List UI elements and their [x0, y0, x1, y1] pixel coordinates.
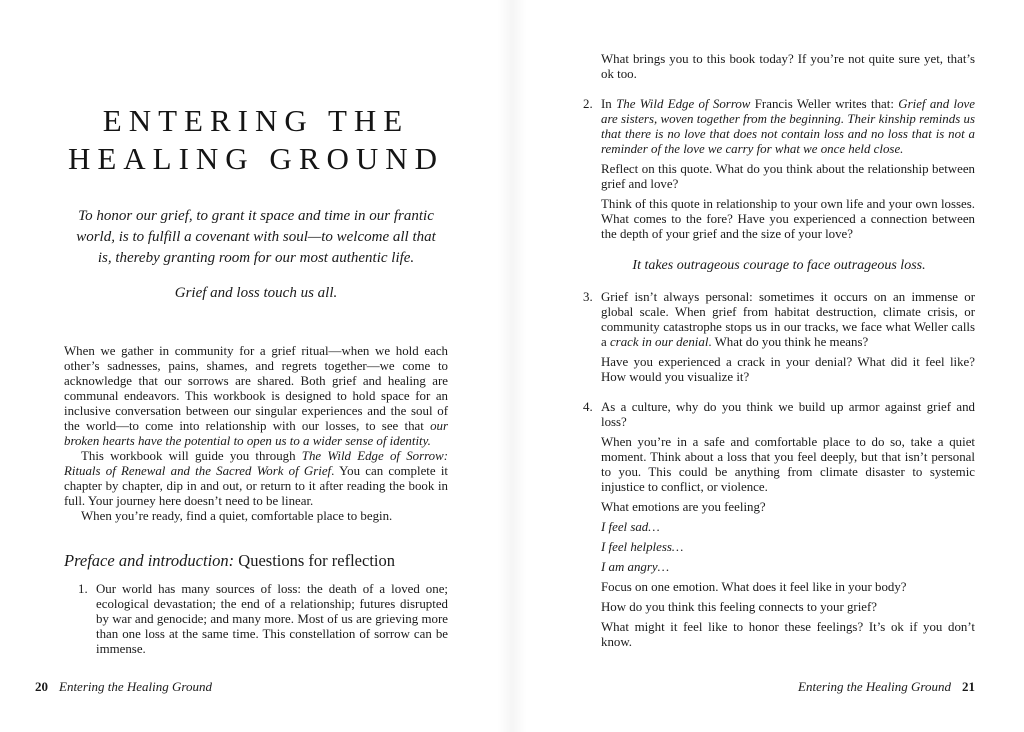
paragraph: What emotions are you feeling? — [601, 500, 766, 514]
list-item — [583, 400, 975, 650]
paragraph: Reflect on this quote. What do you think about the relationship between grief and love? — [601, 162, 975, 191]
paragraph: Our world has many sources of loss: the death of a loved one; ecological devastation; the end of a relationship; futures disrupted by war and genocide; and many more. Most of us are grieving more than one loss at the same time. This constellation of sorrow can be immense. — [96, 582, 448, 656]
paragraph: When you’re in a safe and comfortable place to do so, take a quiet moment. Think about a loss that you feel deeply, but that isn’t personal to you. This could be anything from climate disaster to systemic injustice to conflict, or violence. — [601, 435, 975, 494]
list-content — [601, 400, 975, 650]
page-footer — [35, 679, 212, 694]
running-title: Entering the Healing Ground — [59, 679, 212, 694]
list-item — [583, 290, 975, 385]
paragraph: I feel helpless… — [601, 540, 684, 554]
paragraph: When you’re ready, find a quiet, comfortable place to begin. — [81, 509, 393, 523]
paragraph: Focus on one emotion. What does it feel like in your body? — [601, 580, 907, 594]
paragraph: What brings you to this book today? If you’re not quite sure yet, that’s ok too. — [601, 52, 975, 81]
paragraph: Think of this quote in relationship to your own life and your own losses. What comes to the fore? Have you experienced a connection between the depth of your grief and the size of your love? — [601, 197, 975, 241]
page-footer — [798, 679, 975, 694]
paragraph: In The Wild Edge of Sorrow Francis Weller writes that: Grief and love are sisters, woven together from the beginning. Their kinship reminds us that there is no love that does not contain loss and no loss that is not a reminder of the love we carry for what we once held close. — [601, 97, 975, 156]
pull-quote: It takes outrageous courage to face outrageous loss. — [632, 258, 926, 273]
paragraph: When we gather in community for a grief ritual—when we hold each other’s sadnesses, pains, shames, and regrets together—we come to acknowledge that our sorrows are shared. Both grief and healing are communal endeavors. This workbook is designed to hold space for an inclusive conversation between our singular experiences and the soul of the world—to come into relationship with our losses, to see that our broken hearts have the potential to open us to a wider sense of identity. — [64, 344, 448, 448]
paragraph: I feel sad… — [601, 520, 660, 534]
list-item — [583, 97, 975, 242]
section-heading: Preface and introduction: Questions for reflection — [64, 551, 395, 570]
epigraph: To honor our grief, to grant it space and time in our frantic world, is to fulfill a covenant with soul—to welcome all that is, thereby granting room for our most authentic life. — [76, 208, 436, 266]
list-number: 4. — [583, 400, 593, 414]
list-number: 1. — [78, 582, 88, 596]
paragraph: As a culture, why do you think we build up armor against grief and loss? — [601, 400, 975, 429]
page-right — [512, 0, 1024, 732]
list-content — [601, 290, 975, 385]
page-number: 21 — [962, 679, 975, 694]
paragraph: Have you experienced a crack in your denial? What did it feel like? How would you visualize it? — [601, 355, 975, 384]
list-number: 3. — [583, 290, 593, 304]
page-number: 20 — [35, 679, 48, 694]
question-list — [64, 582, 448, 657]
list-item — [64, 582, 448, 657]
paragraph: Grief isn’t always personal: sometimes it occurs on an immense or global scale. When grief from habitat destruction, climate crisis, or community catastrophe stops us in our tracks, we face what Weller calls a crack in our denial. What do you think he means? — [601, 290, 975, 349]
paragraph: This workbook will guide you through The Wild Edge of Sorrow: Rituals of Renewal and the Sacred Work of Grief. You can complete it chapter by chapter, dip in and out, or return to it after reading the book in full. Your journey here doesn’t need to be linear. — [64, 449, 449, 508]
paragraph: I am angry… — [601, 560, 670, 574]
chapter-title-line: ENTERING THE — [102, 103, 410, 138]
list-content — [601, 97, 975, 242]
paragraph: What might it feel like to honor these feelings? It’s ok if you don’t know. — [601, 620, 975, 649]
chapter-title-line: HEALING GROUND — [67, 141, 445, 176]
paragraph: How do you think this feeling connects to your grief? — [601, 600, 878, 614]
chapter-title — [64, 102, 448, 178]
list-number: 2. — [583, 97, 593, 111]
body-text — [64, 344, 448, 524]
running-title: Entering the Healing Ground — [798, 679, 951, 694]
epigraph-tagline: Grief and loss touch us all. — [174, 285, 338, 301]
list-content — [96, 582, 448, 657]
